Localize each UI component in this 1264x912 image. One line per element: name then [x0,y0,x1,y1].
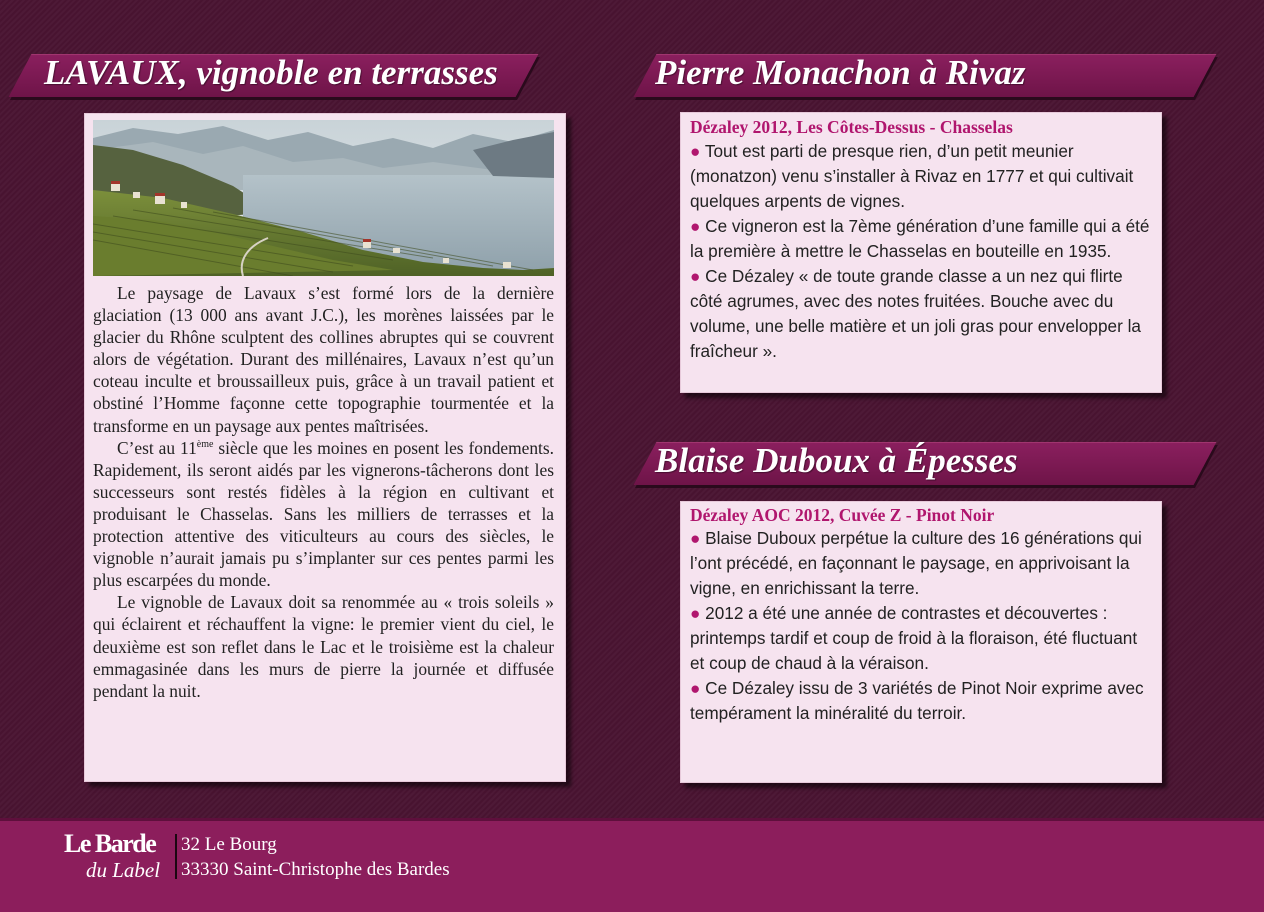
paragraph-2-end: siècle que les moines en posent les fondements. Rapidement, ils seront aidés par les vignerons-tâcherons dont les successeurs sont restés fidèles à la région en cultivant et produisant le Chasselas. Sans les milliers de terrasses et la protection attentive des viticulteurs au cours des siècles, le vignoble n’aurait jamais pu s’implanter sur ces pentes parmi les plus escarpées du monde. [93,437,554,591]
paragraph-2-start: C’est au 11 [117,437,197,458]
lavaux-paragraph-1: Le paysage de Lavaux s’est formé lors de la dernière glaciation (13 000 ans avant J.C.), les morènes laissées par le glacier du Rhône sculptent des collines abruptes qui se couvrent alors de végétation. Durant des millénaires, Lavaux n’est qu’un coteau inculte et broussailleux puis, grâce à un travail patient et obstiné l’Homme façonne cette topographie tourmentée et la transforme en un paysage aux pentes maîtrisées. [93,283,554,436]
bullet-dot-icon: ● [690,603,701,623]
bullet-item [690,676,1156,726]
address-line-1: 32 Le Bourg [181,834,277,855]
bullet-item [690,139,1156,214]
bullet-text: 2012 a été une année de contrastes et découvertes : printemps tardif et coup de froid à la floraison, été fluctuant et coup de chaud à la véraison. [690,603,1138,673]
bullet-item [690,601,1156,676]
page-title: LAVAUX, vignoble en terrasses [44,53,498,92]
duboux-wine-title: Dézaley AOC 2012, Cuvée Z - Pinot Noir [690,505,995,525]
bullet-item [690,214,1156,264]
bullet-dot-icon: ● [690,528,701,548]
bullet-dot-icon: ● [690,141,701,161]
brand-logo-subtitle: du Label [86,858,161,882]
monachon-wine-title: Dézaley 2012, Les Côtes-Dessus - Chasselas [690,117,1013,137]
lavaux-paragraph-2 [93,437,554,592]
ordinal-superscript: ème [196,438,214,450]
bullet-text: Tout est parti de presque rien, d’un petit meunier (monatzon) venu s’installer à Rivaz en 1777 et qui cultivait quelques arpents de vignes. [690,141,1134,211]
lavaux-landscape-photo [93,120,554,276]
monachon-bullets [690,139,1156,364]
lavaux-paragraph-3: Le vignoble de Lavaux doit sa renommée au « trois soleils » qui éclairent et réchauffent la vigne: le premier vient du ciel, le deuxième est son reflet dans le Lac et le troisième est la chaleur emmagasinée dans les murs de pierre la journée et diffusée pendant la nuit. [93,592,554,701]
section-title-monachon: Pierre Monachon à Rivaz [655,53,1026,92]
bullet-item [690,526,1156,601]
bullet-dot-icon: ● [690,216,701,236]
bullet-text: Ce vigneron est la 7ème génération d’une famille qui a été la première à mettre le Chasselas en bouteille en 1935. [690,216,1150,261]
lavaux-body-text [93,282,554,702]
bullet-dot-icon: ● [690,266,701,286]
brand-logo: Le Barde [64,829,156,858]
bullet-item [690,264,1156,364]
bullet-dot-icon: ● [690,678,701,698]
duboux-bullets [690,526,1156,726]
bullet-text: Ce Dézaley « de toute grande classe a un nez qui flirte côté agrumes, avec des notes fruitées. Bouche avec du volume, une belle matière et un joli gras pour envelopper la fraîcheur ». [690,266,1141,361]
address-line-2: 33330 Saint-Christophe des Bardes [181,859,450,880]
bullet-text: Ce Dézaley issu de 3 variétés de Pinot Noir exprime avec tempérament la minéralité du terroir. [690,678,1144,723]
bullet-text: Blaise Duboux perpétue la culture des 16 générations qui l’ont précédé, en façonnant le paysage, en apprivoisant la vigne, en enrichissant la terre. [690,528,1142,598]
logo-divider [175,834,177,879]
section-title-duboux: Blaise Duboux à Épesses [655,441,1018,480]
